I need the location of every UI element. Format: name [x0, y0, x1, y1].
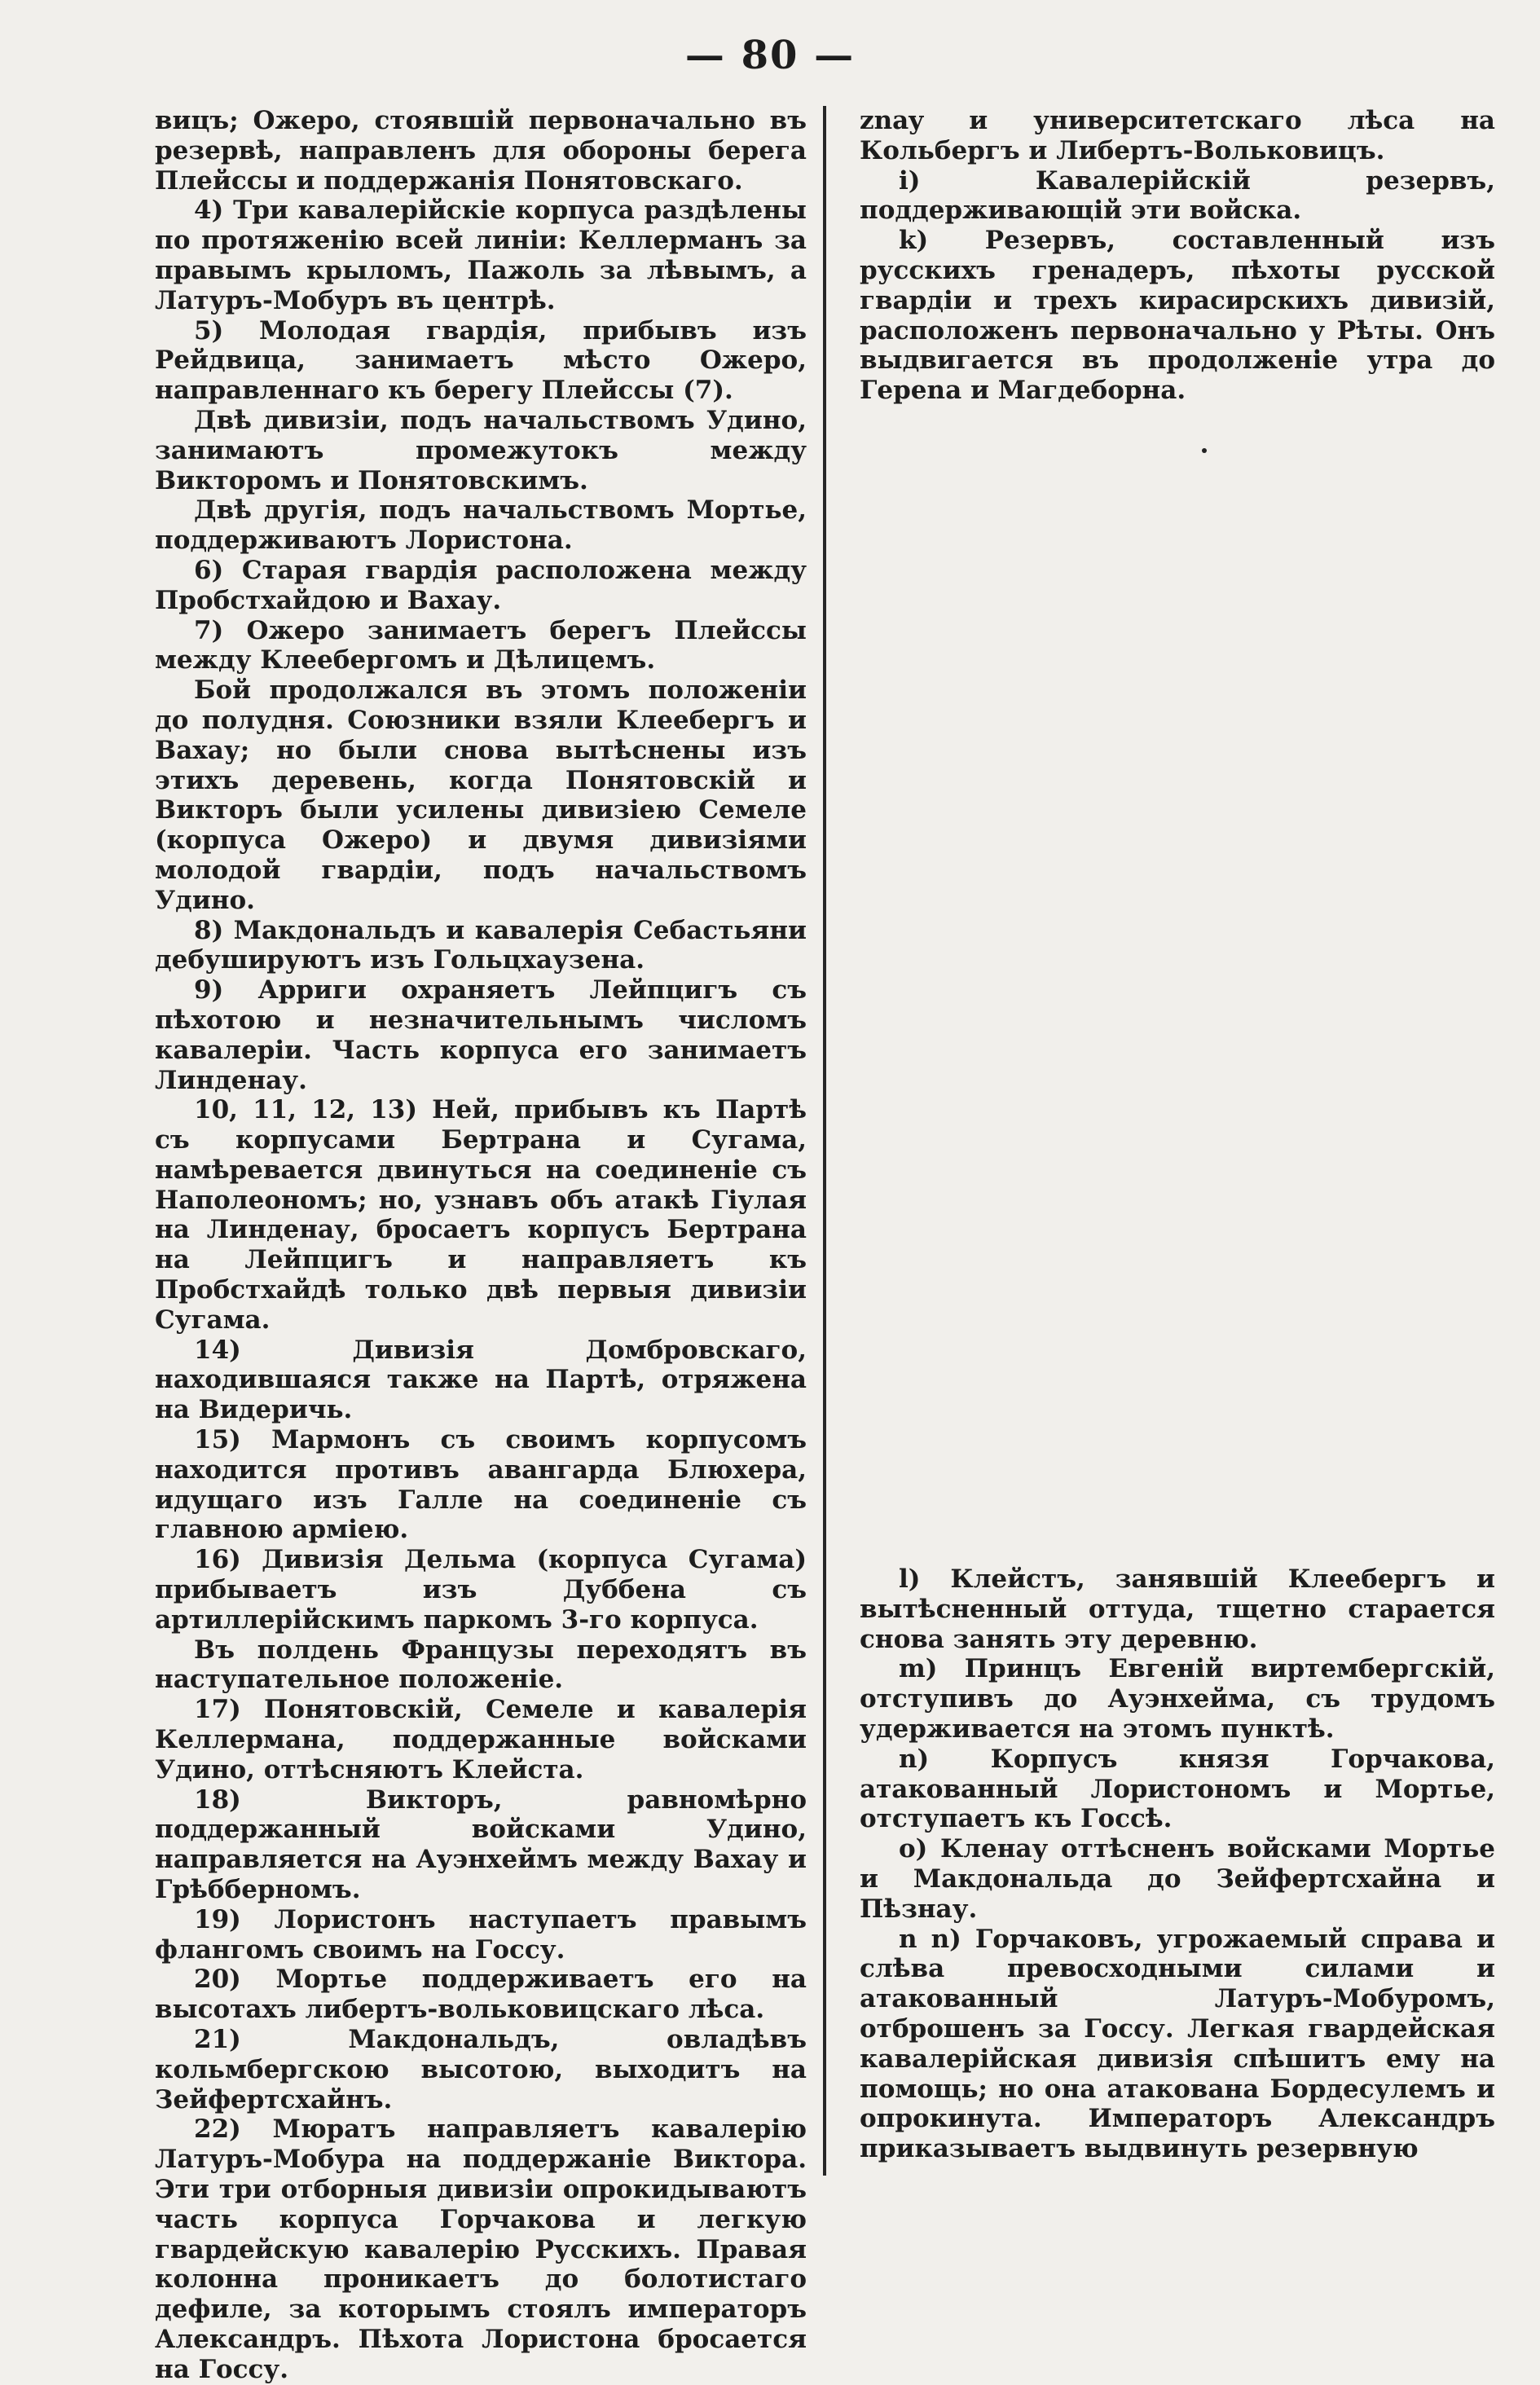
- paragraph: 15) Мармонъ съ своимъ корпусомъ находится противъ авангарда Блюхера, идущаго изъ Галле на соединеніе съ главною арміею.: [155, 1425, 807, 1545]
- paragraph: Въ полдень Французы переходятъ въ наступательное положеніе.: [155, 1635, 807, 1695]
- paragraph: 5) Молодая гвардія, прибывъ изъ Рейдвица, занимаетъ мѣсто Ожеро, направленнаго къ берегу Плейссы (7).: [155, 315, 807, 406]
- paragraph: k) Резервъ, составленный изъ русскихъ гренадеръ, пѣхоты русской гвардіи и трехъ кирасирскихъ дивизій, расположенъ первоначально у Рѣты. Онъ выдвигается въ продолженіе утра до Гереnа и Магдеборна.: [860, 226, 1495, 406]
- right-column-bottom: [860, 1564, 1495, 2164]
- paragraph: 18) Викторъ, равномѣрно поддержанный войсками Удино, направляется на Ауэнхеймъ между Вахау и Грѣбберномъ.: [155, 1784, 807, 1905]
- paragraph: 10, 11, 12, 13) Ней, прибывъ къ Партѣ съ корпусами Бертрана и Сугама, намѣревается двинуться на соединеніе съ Наполеономъ; но, узнавъ объ атакѣ Гіулая на Линденау, бросаетъ корпусъ Бертрана на Лейпцигъ и направляетъ къ Пробстхайдѣ только двѣ первыя дивизіи Сугама.: [155, 1095, 807, 1335]
- paragraph: вицъ; Ожеро, стоявшій первоначально въ резервѣ, направленъ для обороны берега Плейссы и поддержанія Понятовскаго.: [155, 106, 807, 196]
- paragraph: l) Клейстъ, занявшій Клеебергъ и вытѣсненный оттуда, тщетно старается снова занять эту деревню.: [860, 1564, 1495, 1654]
- paragraph: 20) Мортье поддерживаетъ его на высотахъ либертъ-вольковицскаго лѣса.: [155, 1965, 807, 2025]
- paragraph: Бой продолжался въ этомъ положеніи до полудня. Союзники взяли Клеебергъ и Вахау; но были снова вытѣснены изъ этихъ деревень, когда Понятовскій и Викторъ были усилены дивизіею Семеле (корпуса Ожеро) и двумя дивизіями молодой гвардіи, подъ начальствомъ Удино.: [155, 675, 807, 915]
- paragraph: 14) Дивизія Домбровскаго, находившаяся также на Партѣ, отряжена на Видеричь.: [155, 1335, 807, 1425]
- paragraph: 6) Старая гвардія расположена между Пробстхайдою и Вахау.: [155, 555, 807, 615]
- paragraph: 22) Мюратъ направляетъ кавалерію Латуръ-Мобура на поддержаніе Виктора. Эти три отборныя дивизіи опрокидываютъ часть корпуса Горчакова и легкую гвардейскую кавалерію Русскихъ. Правая колонна проникаетъ до болотистаго дефиле, за которымъ стоялъ императоръ Александръ. Пѣхота Лористона бросается на Госсу.: [155, 2114, 807, 2384]
- paragraph: 8) Макдональдъ и кавалерія Себастьяни дебушируютъ изъ Гольцхаузена.: [155, 915, 807, 975]
- paragraph: 17) Понятовскій, Семеле и кавалерія Келлермана, поддержанные войсками Удино, оттѣсняютъ Клейста.: [155, 1695, 807, 1784]
- left-column: [155, 106, 807, 2385]
- paragraph: 21) Макдональдъ, овладѣвъ кольмбергскою высотою, выходитъ на Зейфертсхайнъ.: [155, 2025, 807, 2114]
- page-number: — 80 —: [684, 33, 856, 78]
- paragraph: i) Кавалерійскій резервъ, поддерживающій эти войска.: [860, 165, 1495, 226]
- paragraph: n n) Горчаковъ, угрожаемый справа и слѣва превосходными силами и атакованный Латуръ-Мобуромъ, отброшенъ за Госсу. Легкая гвардейская кавалерійская дивизія спѣшитъ ему на помощь; но она атакована Бордесулемъ и опрокинута. Императоръ Александръ приказываетъ выдвинуть резервную: [860, 1924, 1495, 2164]
- paragraph: 16) Дивизія Дельма (корпуса Сугама) прибываетъ изъ Дуббена съ артиллерійскимъ паркомъ 3-го корпуса.: [155, 1545, 807, 1635]
- paragraph: n) Корпусъ князя Горчакова, атакованный Лористономъ и Мортье, отступаетъ къ Госсѣ.: [860, 1744, 1495, 1834]
- right-column-top: [860, 106, 1495, 406]
- paragraph: Двѣ другія, подъ начальствомъ Мортье, поддерживаютъ Лористона.: [155, 495, 807, 556]
- ink-dot: [1202, 448, 1207, 453]
- column-divider: [823, 106, 826, 2176]
- paragraph: m) Принцъ Евгеній виртембергскій, отступивъ до Ауэнхейма, съ трудомъ удерживается на этомъ пунктѣ.: [860, 1654, 1495, 1744]
- paragraph: 4) Три кавалерійскіе корпуса раздѣлены по протяженію всей линіи: Келлерманъ за правымъ крыломъ, Пажоль за лѣвымъ, а Латуръ-Мобуръ въ центрѣ.: [155, 196, 807, 315]
- paragraph: o) Кленау оттѣсненъ войсками Мортье и Макдональда до Зейфертсхайна и Пѣзнау.: [860, 1834, 1495, 1924]
- paragraph: 7) Ожеро занимаетъ берегъ Плейссы между Клеебергомъ и Дѣлицемъ.: [155, 615, 807, 675]
- paragraph: 19) Лористонъ наступаетъ правымъ флангомъ своимъ на Госсу.: [155, 1904, 807, 1965]
- paragraph: Двѣ дивизіи, подъ начальствомъ Удино, занимаютъ промежутокъ между Викторомъ и Понятовскимъ.: [155, 405, 807, 495]
- paragraph: 9) Арриги охраняетъ Лейпцигъ съ пѣхотою и незначительнымъ числомъ кавалеріи. Часть корпуса его занимаетъ Линденау.: [155, 975, 807, 1095]
- paragraph: znay и университетскаго лѣса на Кольбергъ и Либертъ-Вольковицъ.: [860, 106, 1495, 165]
